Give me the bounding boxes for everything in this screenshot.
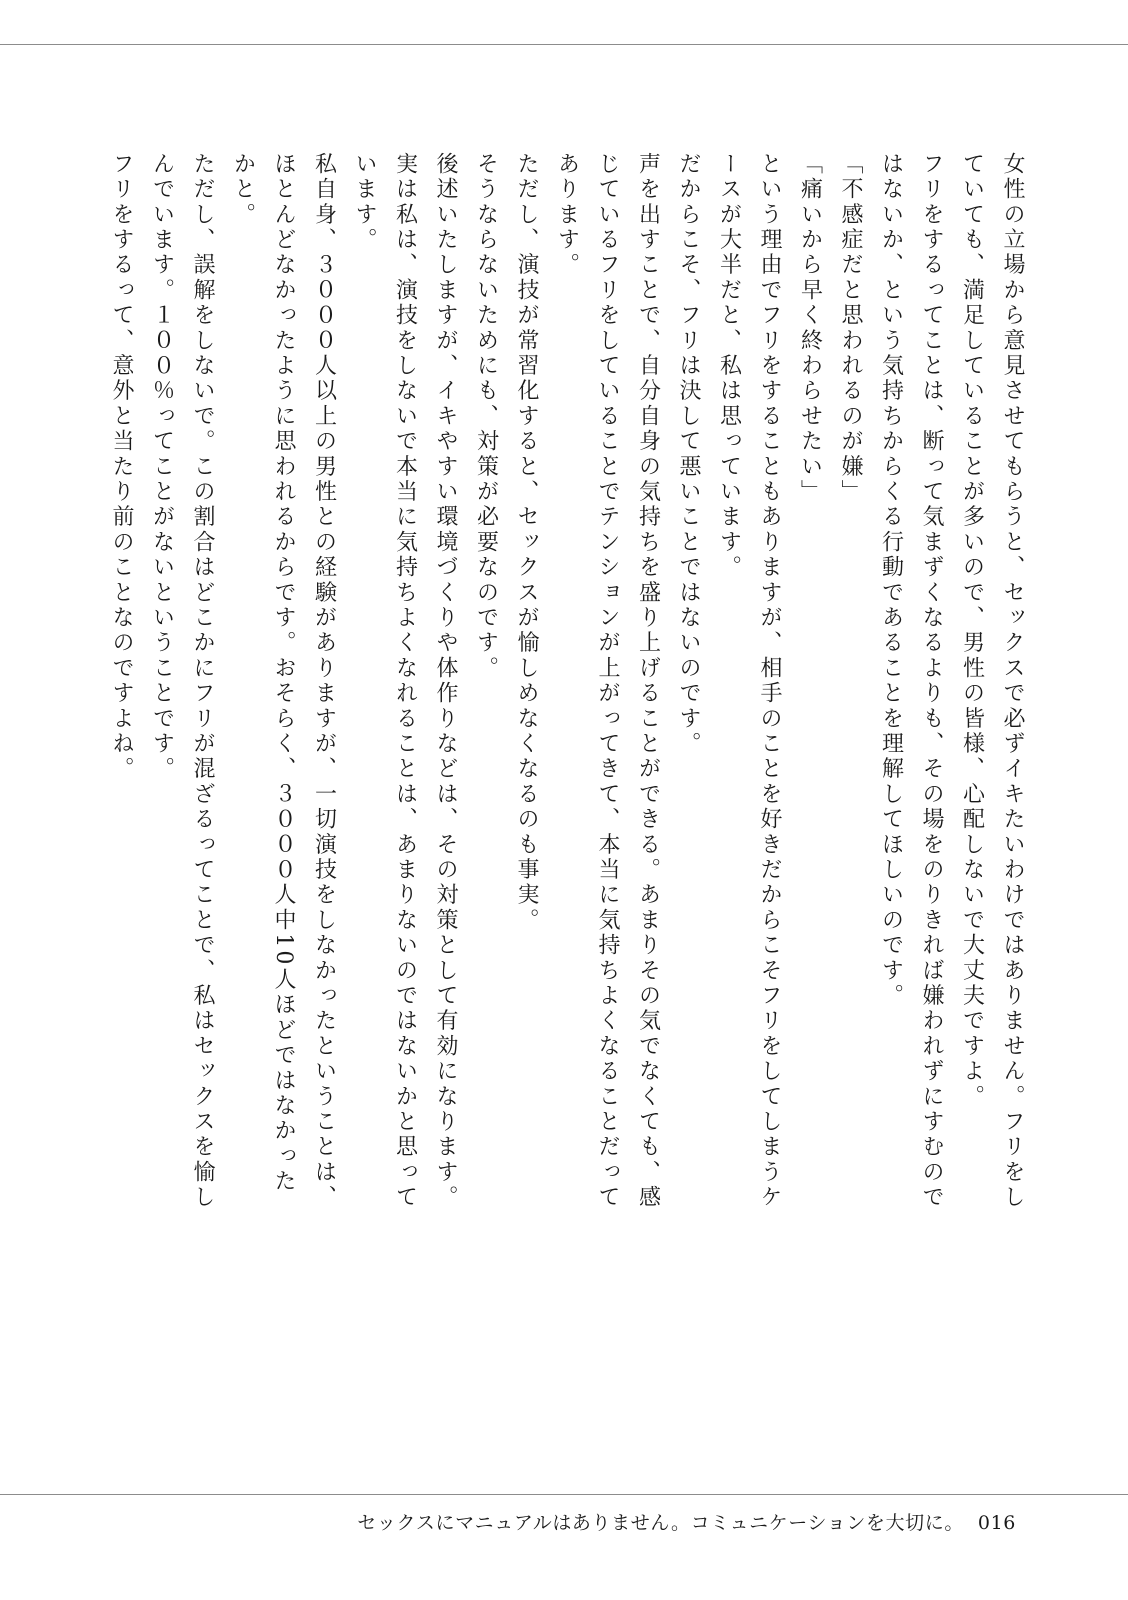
paragraph: そうならないためにも、対策が必要なのです。 (473, 152, 499, 682)
paragraph: だからこそ、フリは決して悪いことではないのです。 (676, 152, 701, 757)
running-title: セックスにマニュアルはありません。コミュニケーションを大切に。 (357, 1512, 964, 1534)
paragraph: 実は私は、演技をしないで本当に気持ちよくなれることは、あまりないのではないかと思っています。 (352, 152, 418, 1211)
body-text (102, 152, 1032, 1212)
paragraph: ただし、誤解をしないで。この割合はどこかにフリが混ざるってことで、私はセックスを愉しんでいます。１００％ってことがないということです。 (149, 152, 215, 1211)
paragraph: 「痛いから早く終わらせたい」 (797, 152, 823, 505)
page-footer (357, 1508, 1016, 1535)
top-rule (0, 44, 1128, 45)
paragraph: フリをするって、意外と当たり前のことなのですよね。 (109, 152, 134, 782)
paragraph: 女性の立場から意見させてもらうと、セックスで必ずイキたいわけではありません。フリをしていても、満足していることが多いので、男性の皆様、心配しないで大丈夫ですよ。 (959, 152, 1025, 1211)
page-number: 016 (977, 1512, 1016, 1534)
paragraph: 「不感症だと思われるのが嫌」 (838, 152, 863, 505)
bottom-rule (0, 1494, 1128, 1495)
paragraph: フリをするってことは、断って気まずくなるよりも、その場をのりきれば嫌われずにすむのではないか、という気持ちからくる行動であることを理解してほしいのです。 (878, 152, 944, 1211)
paragraph: 私自身、３０００人以上の男性との経験がありますが、一切演技をしなかったということは、ほとんどなかったように思われるからです。おそらく、３０００人中10人ほどではなかったかと。 (230, 152, 337, 1211)
paragraph: 後述いたしますが、イキやすい環境づくりや体作りなどは、その対策として有効になります。 (433, 152, 458, 1211)
paragraph: ただし、演技が常習化すると、セックスが愉しめなくなるのも事実。 (514, 152, 539, 934)
paragraph: 声を出すことで、自分自身の気持ちを盛り上げることができる。あまりその気でなくても、感じているフリをしていることでテンションが上がってきて、本当に気持ちよくなることだってあります。 (554, 152, 661, 1211)
paragraph: という理由でフリをすることもありますが、相手のことを好きだからこそフリをしてしまうケースが大半だと、私は思っています。 (716, 152, 782, 1211)
